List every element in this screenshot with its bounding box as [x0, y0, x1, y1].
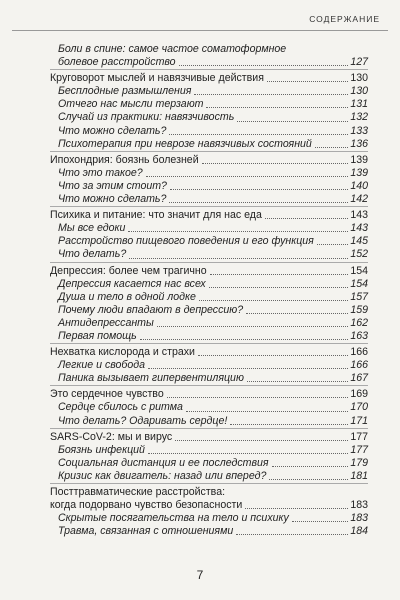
dot-leader: [265, 218, 348, 219]
toc-subentry[interactable]: [50, 457, 368, 470]
toc-subentry-title: Легкие и свобода: [58, 359, 146, 372]
toc-page-number: 183: [350, 512, 368, 525]
dot-leader: [148, 453, 348, 454]
toc-subentry-title: Первая помощь: [58, 329, 137, 342]
toc-page-number: 183: [350, 499, 368, 512]
toc-page-number: 133: [350, 124, 368, 137]
toc-subentry-title: Скрытые посягательства на тело и психику: [58, 512, 289, 525]
dot-leader: [236, 534, 348, 535]
toc-page-number: 143: [350, 222, 368, 235]
toc-subentry-title: Бесплодные размышления: [58, 85, 192, 98]
toc-chapter[interactable]: [50, 388, 368, 401]
toc-section: [50, 343, 368, 385]
toc-subentry-title: Антидепрессанты: [58, 316, 154, 329]
toc-chapter[interactable]: [50, 72, 368, 85]
dot-leader: [169, 134, 348, 135]
dot-leader: [210, 274, 349, 275]
toc-page-number: 127: [350, 56, 368, 69]
toc-subentry-title: Что можно сделать?: [58, 193, 167, 206]
toc-chapter-title: Это сердечное чувство: [50, 388, 164, 401]
dot-leader: [269, 479, 348, 480]
toc-section: [50, 385, 368, 427]
toc-subentry-title: Боли в спине: самое частое соматоформное: [58, 43, 287, 55]
toc-subentry[interactable]: [50, 525, 368, 538]
toc-section: [50, 206, 368, 261]
toc-chapter-title: Депрессия: более чем трагично: [50, 264, 207, 277]
toc-page-number: 143: [350, 209, 368, 222]
toc-subentry[interactable]: [50, 138, 368, 151]
toc-subentry[interactable]: [50, 512, 368, 525]
toc-chapter-title: когда подорвано чувство безопасности: [50, 499, 243, 512]
dot-leader: [246, 313, 348, 314]
dot-leader: [146, 176, 349, 177]
toc-page-number: 157: [350, 290, 368, 303]
toc-section: [50, 262, 368, 344]
dot-leader: [167, 397, 349, 398]
toc-subentry[interactable]: [50, 56, 368, 69]
toc-page-number: 162: [350, 316, 368, 329]
toc-subentry-title: Что делать?: [58, 248, 127, 261]
dot-leader: [202, 163, 349, 164]
dot-leader: [198, 355, 348, 356]
toc-section: [50, 483, 368, 538]
toc-page-number: 130: [350, 85, 368, 98]
dot-leader: [175, 440, 348, 441]
toc-page-number: 171: [350, 414, 368, 427]
toc-chapter-title: Круговорот мыслей и навязчивые действия: [50, 72, 264, 85]
dot-leader: [245, 508, 348, 509]
dot-leader: [179, 65, 349, 66]
toc-subentry[interactable]: [50, 180, 368, 193]
dot-leader: [247, 381, 348, 382]
dot-leader: [209, 287, 349, 288]
toc-subentry[interactable]: [50, 193, 368, 206]
toc-chapter[interactable]: [50, 154, 368, 167]
toc-subentry-title: Депрессия касается нас всех: [58, 277, 206, 290]
toc-page-number: 131: [350, 98, 368, 111]
toc-subentry-title: Сердце сбилось с ритма: [58, 401, 183, 414]
dot-leader: [267, 81, 348, 82]
toc-subentry-title: Расстройство пищевого поведения и его функция: [58, 235, 314, 248]
toc-page-number: 169: [350, 388, 368, 401]
toc-page-number: 139: [350, 153, 368, 166]
toc-subentry[interactable]: [50, 235, 368, 248]
toc-chapter-title: Нехватка кислорода и страхи: [50, 346, 195, 359]
toc-subentry[interactable]: [50, 222, 368, 235]
toc-page-number: 184: [350, 525, 368, 538]
table-of-contents: [50, 43, 368, 538]
toc-subentry[interactable]: [50, 304, 368, 317]
toc-subentry[interactable]: [50, 85, 368, 98]
toc-page-number: 181: [350, 469, 368, 482]
toc-page-number: 167: [350, 372, 368, 385]
dot-leader: [199, 300, 348, 301]
toc-page-number: 139: [350, 166, 368, 179]
dot-leader: [237, 121, 348, 122]
toc-chapter[interactable]: [50, 265, 368, 278]
toc-subentry[interactable]: [50, 167, 368, 180]
page-number: 7: [196, 568, 204, 582]
dot-leader: [194, 94, 348, 95]
dot-leader: [140, 339, 349, 340]
toc-subentry-title: Что за этим стоит?: [58, 179, 167, 192]
dot-leader: [128, 231, 348, 232]
toc-subentry-title: Что можно сделать?: [58, 124, 167, 137]
header-rule: [12, 30, 388, 31]
dot-leader: [169, 202, 348, 203]
toc-subentry[interactable]: [50, 278, 368, 291]
toc-page-number: 136: [350, 137, 368, 150]
toc-subentry-title: болевое расстройство: [58, 56, 176, 69]
toc-chapter-title: Посттравматические расстройства:: [50, 486, 226, 498]
dot-leader: [206, 107, 348, 108]
toc-subentry-title: Психотерапия при неврозе навязчивых состояний: [58, 137, 312, 150]
toc-page-number: 145: [350, 235, 368, 248]
dot-leader: [230, 424, 348, 425]
toc-page-number: 166: [350, 346, 368, 359]
toc-page-number: 154: [350, 277, 368, 290]
toc-subentry-title: Что делать? Одаривать сердце!: [58, 414, 228, 427]
dot-leader: [157, 326, 349, 327]
toc-subentry-title: Почему люди впадают в депрессию?: [58, 303, 244, 316]
toc-subentry[interactable]: [50, 401, 368, 414]
toc-subentry-title: Боязнь инфекций: [58, 443, 145, 456]
toc-subentry-title: Душа и тело в одной лодке: [58, 290, 196, 303]
toc-subentry[interactable]: [50, 111, 368, 124]
toc-section: [50, 428, 368, 483]
toc-subentry[interactable]: [50, 317, 368, 330]
dot-leader: [317, 244, 348, 245]
running-head: СОДЕРЖАНИЕ: [309, 14, 380, 24]
toc-page-number: 179: [350, 456, 368, 469]
toc-page-number: 170: [350, 401, 368, 414]
toc-subentry-title: Что это такое?: [58, 166, 143, 179]
toc-chapter-title: Психика и питание: что значит для нас еда: [50, 209, 262, 222]
toc-page-number: 163: [350, 329, 368, 342]
toc-subentry[interactable]: [50, 291, 368, 304]
toc-subentry[interactable]: [50, 98, 368, 111]
toc-page-number: 177: [350, 443, 368, 456]
toc-section: [50, 69, 368, 151]
toc-subentry-title: Социальная дистанция и ее последствия: [58, 456, 269, 469]
toc-section: [50, 151, 368, 206]
dot-leader: [170, 189, 348, 190]
toc-subentry[interactable]: [50, 372, 368, 385]
toc-page-number: 142: [350, 193, 368, 206]
toc-page-number: 132: [350, 111, 368, 124]
toc-subentry[interactable]: [50, 330, 368, 343]
toc-subentry[interactable]: [50, 359, 368, 372]
toc-subentry-title: Кризис как двигатель: назад или вперед?: [58, 469, 267, 482]
toc-subentry-title: Травма, связанная с отношениями: [58, 525, 234, 538]
toc-subentry-title: Мы все едоки: [58, 222, 126, 235]
dot-leader: [272, 466, 349, 467]
dot-leader: [292, 521, 349, 522]
toc-subentry-title: Случай из практики: навязчивость: [58, 111, 235, 124]
toc-subentry[interactable]: [50, 444, 368, 457]
toc-page-number: 166: [350, 359, 368, 372]
toc-chapter[interactable]: [50, 431, 368, 444]
toc-subentry-title: Паника вызывает гипервентиляцию: [58, 372, 244, 385]
toc-page-number: 130: [350, 72, 368, 85]
toc-chapter[interactable]: [50, 346, 368, 359]
dot-leader: [315, 147, 348, 148]
toc-chapter[interactable]: [50, 499, 368, 512]
toc-subentry[interactable]: [50, 415, 368, 428]
toc-subentry[interactable]: [50, 470, 368, 483]
toc-section: [50, 43, 368, 69]
toc-page-number: 177: [350, 430, 368, 443]
toc-subentry[interactable]: [50, 125, 368, 138]
toc-subentry[interactable]: [50, 248, 368, 261]
toc-page-number: 152: [350, 248, 368, 261]
toc-page-number: 140: [350, 179, 368, 192]
toc-page-number: 159: [350, 303, 368, 316]
toc-chapter-title: SARS-CoV-2: мы и вирус: [50, 430, 173, 443]
dot-leader: [186, 411, 348, 412]
toc-chapter[interactable]: [50, 209, 368, 222]
toc-subentry-title: Отчего нас мысли терзают: [58, 98, 204, 111]
toc-chapter-title: Ипохондрия: боязнь болезней: [50, 153, 199, 166]
dot-leader: [129, 258, 348, 259]
toc-page-number: 154: [350, 264, 368, 277]
dot-leader: [148, 368, 348, 369]
